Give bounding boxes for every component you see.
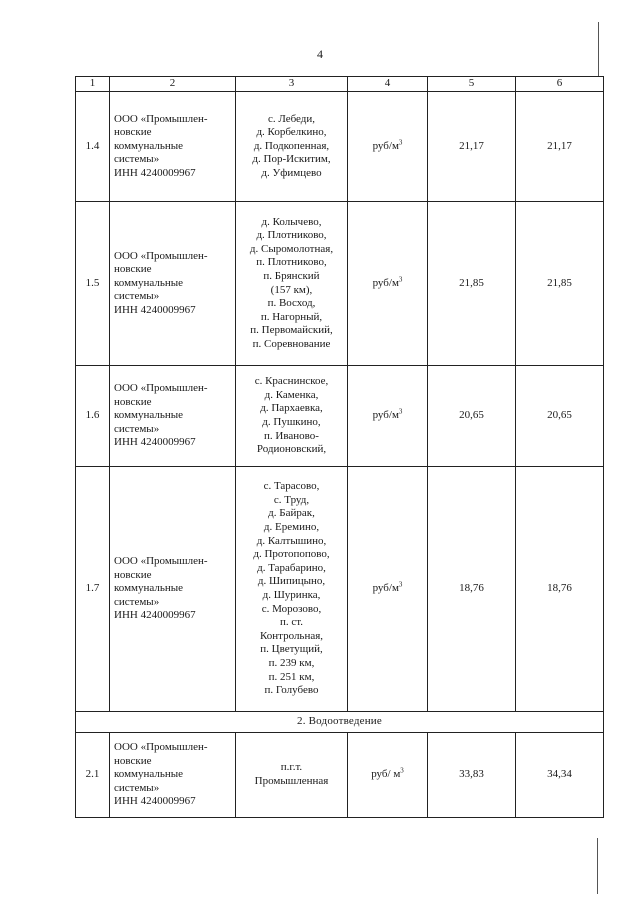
- locality-line: с. Труд,: [273, 493, 310, 506]
- tariff-value-col5: 18,76: [428, 467, 516, 712]
- organization-line: ООО «Промышлен-: [114, 555, 208, 568]
- tariff-value-col5: 21,85: [428, 202, 516, 366]
- localities-cell: [236, 202, 348, 366]
- unit-cell: [348, 733, 428, 818]
- locality-line: с. Краснинское,: [254, 375, 329, 388]
- locality-line: д. Каменка,: [264, 388, 319, 401]
- table-row: [76, 467, 604, 712]
- locality-line: (157 км),: [270, 283, 313, 296]
- locality-line: с. Морозово,: [261, 602, 322, 615]
- organization-line: ИНН 4240009967: [114, 436, 196, 449]
- locality-line: д. Шипицыно,: [257, 575, 326, 588]
- organization-line: ИНН 4240009967: [114, 609, 196, 622]
- tariff-value-col6: 21,85: [516, 202, 604, 366]
- locality-line: п.г.т.: [280, 761, 303, 774]
- unit-cell: [348, 92, 428, 202]
- organization-line: коммунальные: [114, 139, 184, 152]
- organization-line: коммунальные: [114, 768, 184, 781]
- locality-line: п. Цветущий,: [260, 643, 323, 656]
- column-header: 6: [516, 77, 604, 92]
- locality-line: Промышленная: [254, 775, 329, 787]
- organization-line: новские: [114, 568, 152, 581]
- column-header: 5: [428, 77, 516, 92]
- row-number: 1.7: [76, 467, 110, 712]
- row-number: 2.1: [76, 733, 110, 818]
- locality-line: д. Уфимцево: [261, 166, 322, 179]
- organization-cell: [110, 92, 236, 202]
- unit-cell: [348, 366, 428, 467]
- locality-line: д. Калтышино,: [256, 534, 327, 547]
- organization-line: ООО «Промышлен-: [114, 741, 208, 754]
- organization-cell: [110, 202, 236, 366]
- locality-line: д. Колычево,: [261, 215, 322, 228]
- tariff-value-col6: 18,76: [516, 467, 604, 712]
- locality-line: п. Голубево: [264, 684, 319, 697]
- tariff-value-col6: 34,34: [516, 733, 604, 818]
- organization-line: системы»: [114, 153, 160, 166]
- unit-label: руб/ м: [371, 768, 401, 781]
- organization-line: ООО «Промышлен-: [114, 382, 208, 395]
- scan-artifact-bottom: [597, 838, 598, 894]
- locality-line: д. Еремино,: [263, 521, 320, 534]
- organization-line: коммунальные: [114, 276, 184, 289]
- locality-line: с. Лебеди,: [267, 112, 316, 125]
- tariff-value-col6: 20,65: [516, 366, 604, 467]
- organization-cell: [110, 733, 236, 818]
- column-header: 2: [110, 77, 236, 92]
- locality-line: д. Байрак,: [268, 507, 315, 520]
- tariff-table: [75, 76, 604, 818]
- unit-label: руб/м: [372, 276, 399, 289]
- unit-label: руб/м: [372, 139, 399, 152]
- locality-line: д. Плотниково,: [256, 229, 327, 242]
- locality-line: д. Тарабарино,: [257, 561, 326, 574]
- row-number: 1.5: [76, 202, 110, 366]
- organization-line: системы»: [114, 290, 160, 303]
- localities-cell: [236, 467, 348, 712]
- scan-artifact-top: [598, 22, 599, 77]
- tariff-value-col5: 21,17: [428, 92, 516, 202]
- tariff-value-col6: 21,17: [516, 92, 604, 202]
- locality-line: п. Иваново-: [264, 429, 319, 442]
- locality-line: д. Корбелкино,: [256, 126, 327, 139]
- organization-line: системы»: [114, 595, 160, 608]
- page-number: 4: [317, 47, 323, 61]
- locality-line: п. Плотниково,: [256, 256, 327, 269]
- organization-line: ИНН 4240009967: [114, 303, 196, 316]
- locality-line: д. Пор-Искитим,: [252, 153, 331, 166]
- locality-line: д. Шуринка,: [262, 589, 321, 601]
- column-header: 3: [236, 77, 348, 92]
- column-header: 4: [348, 77, 428, 92]
- locality-line: п. Брянский: [263, 269, 320, 282]
- locality-line: п. Первомайский,: [250, 324, 333, 337]
- organization-line: ООО «Промышлен-: [114, 112, 208, 125]
- organization-line: коммунальные: [114, 582, 184, 595]
- locality-line: п. 251 км,: [268, 670, 315, 683]
- unit-exponent: 3: [400, 766, 404, 775]
- table-row: [76, 202, 604, 366]
- organization-line: новские: [114, 395, 152, 408]
- table-row: [76, 366, 604, 467]
- organization-cell: [110, 467, 236, 712]
- locality-line: п. ст.: [280, 616, 303, 629]
- unit-label: руб/м: [372, 409, 399, 422]
- section-title: 2. Водоотведение: [76, 712, 604, 733]
- unit-exponent: 3: [398, 407, 403, 416]
- localities-cell: [236, 366, 348, 467]
- localities-cell: [236, 733, 348, 818]
- localities-cell: [236, 92, 348, 202]
- organization-line: ИНН 4240009967: [114, 166, 196, 179]
- locality-line: п. Соревнование: [252, 337, 331, 350]
- tariff-value-col5: 20,65: [428, 366, 516, 467]
- locality-line: Контрольная,: [259, 629, 324, 642]
- organization-line: ИНН 4240009967: [114, 795, 196, 808]
- locality-line: п. 239 км,: [268, 656, 315, 669]
- locality-line: п. Восход,: [267, 297, 316, 310]
- row-number: 1.4: [76, 92, 110, 202]
- row-number: 1.6: [76, 366, 110, 467]
- organization-line: новские: [114, 126, 152, 139]
- header-row: [76, 77, 604, 92]
- locality-line: д. Пушкино,: [262, 416, 321, 428]
- tariff-value-col5: 33,83: [428, 733, 516, 818]
- organization-line: новские: [114, 754, 152, 767]
- unit-cell: [348, 202, 428, 366]
- locality-line: Родионовский,: [256, 443, 327, 456]
- unit-label: руб/м: [372, 582, 399, 595]
- organization-line: новские: [114, 263, 152, 276]
- organization-line: ООО «Промышлен-: [114, 249, 208, 262]
- table-row: [76, 92, 604, 202]
- organization-cell: [110, 366, 236, 467]
- locality-line: д. Пархаевка,: [260, 402, 323, 415]
- locality-line: с. Тарасово,: [263, 480, 320, 493]
- section-row: [76, 712, 604, 733]
- unit-cell: [348, 467, 428, 712]
- locality-line: д. Подкопенная,: [253, 139, 330, 152]
- organization-line: системы»: [114, 781, 160, 794]
- column-header: 1: [76, 77, 110, 92]
- table-row: [76, 733, 604, 818]
- unit-exponent: 3: [398, 138, 403, 147]
- unit-exponent: 3: [398, 580, 403, 589]
- locality-line: д. Протопопово,: [253, 548, 330, 561]
- organization-line: коммунальные: [114, 409, 184, 422]
- locality-line: п. Нагорный,: [260, 310, 323, 323]
- unit-exponent: 3: [398, 275, 403, 284]
- organization-line: системы»: [114, 422, 160, 435]
- locality-line: д. Сыромолотная,: [249, 242, 334, 255]
